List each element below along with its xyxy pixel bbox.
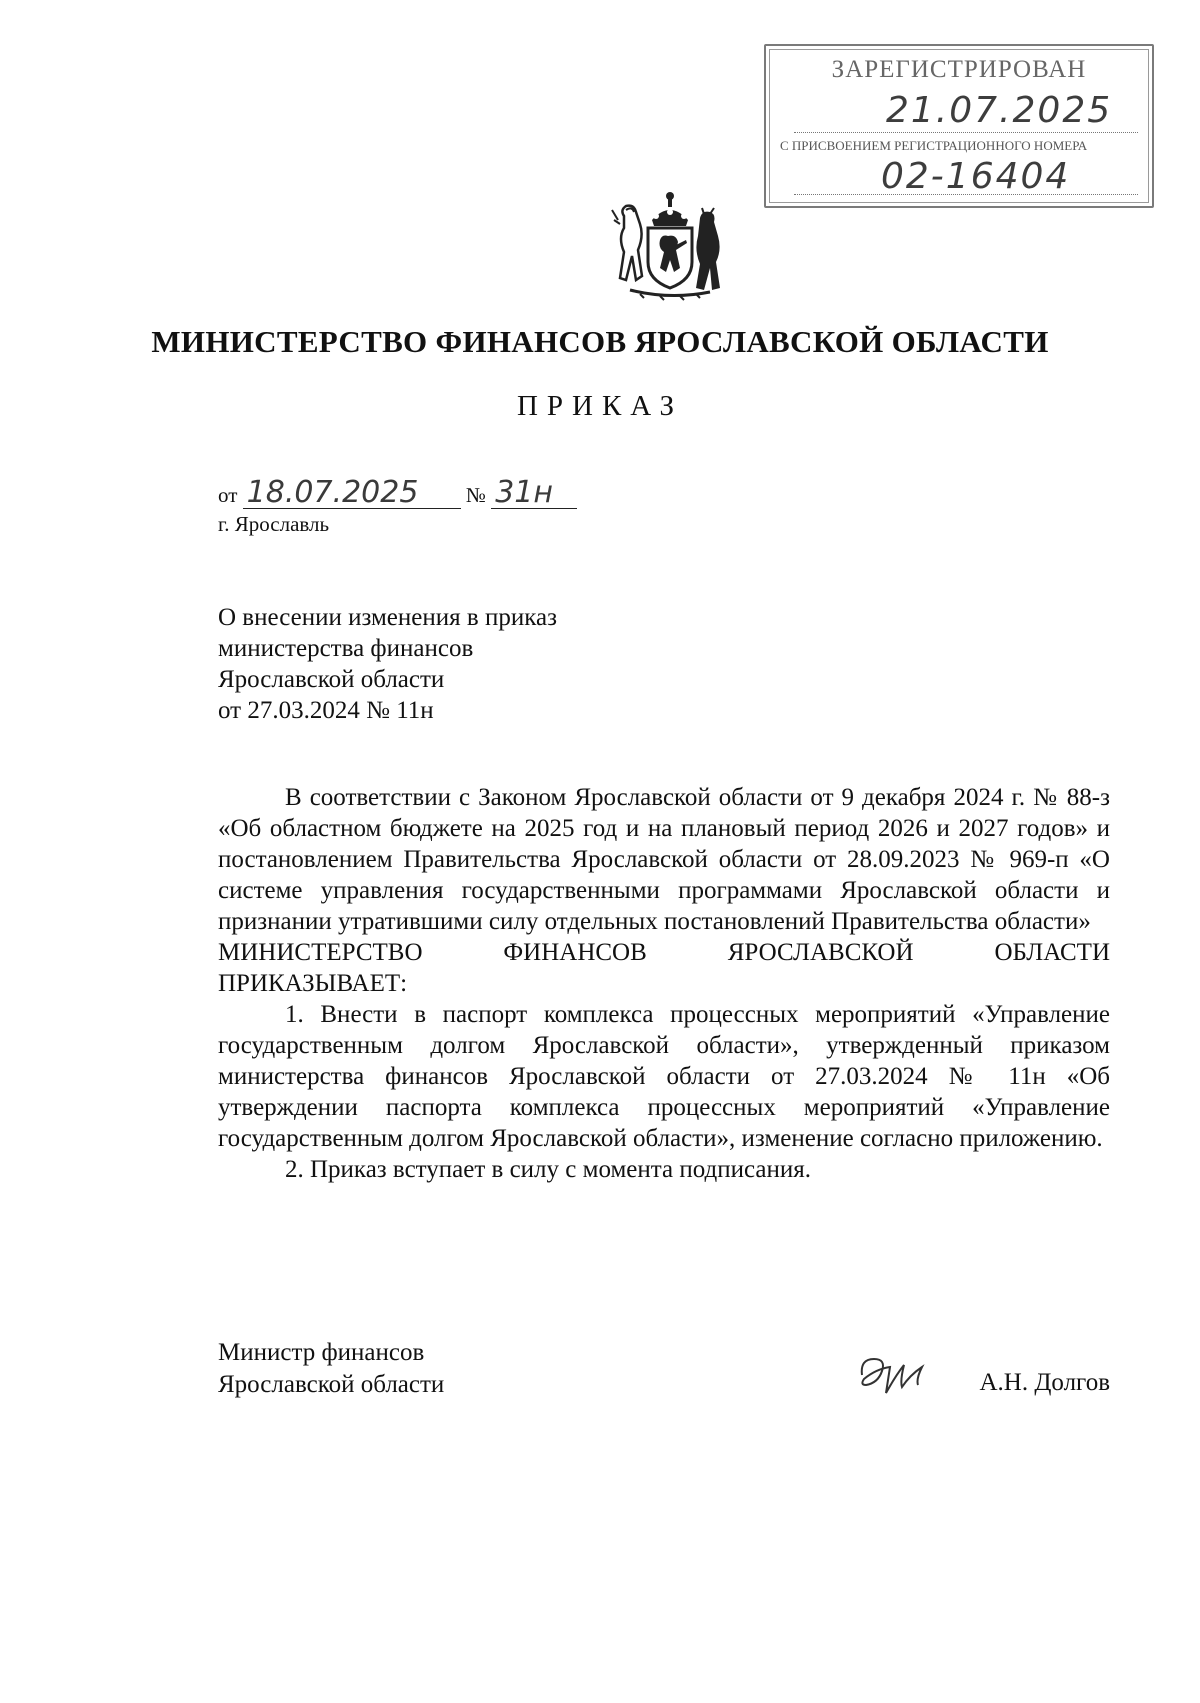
order-date-number-row [218,475,577,510]
ministry-name: МИНИСТЕРСТВО ФИНАНСОВ ЯРОСЛАВСКОЙ ОБЛАСТИ [151,324,1049,359]
stamp-date: 21.07.2025 [886,90,1113,131]
subject-line: от 27.03.2024 № 11н [218,697,434,724]
subject-line: О внесении изменения в приказ [218,604,557,631]
subject-line: министерства финансов [218,635,474,662]
order-body [218,782,1110,1185]
signatory-position [218,1337,444,1401]
signatory-name: А.Н. Долгов [979,1369,1110,1396]
coat-of-arms-icon [610,180,730,302]
document-type: ПРИКАЗ [516,390,684,422]
order-heading-line-2: ПРИКАЗЫВАЕТ: [218,970,408,997]
order-item-1: 1. Внести в паспорт комплекса процессных мероприятий «Управление государственным долгом Ярославской области», утвержденный приказом министерства финансов Ярославской области от 27.03.2024 № 11н «Об утверждении паспорта комплекса процессных мероприятий «Управление государственным долгом Ярославской области», изменение согласно приложению. [218,1001,1110,1152]
order-number: 31н [491,478,577,509]
order-item-2: 2. Приказ вступает в силу с момента подписания. [285,1156,811,1183]
date-prefix: от [218,483,238,507]
number-prefix: № [465,483,486,507]
order-subject [218,602,738,726]
registration-stamp [764,44,1154,208]
city: г. Ярославль [218,512,330,536]
position-line: Министр финансов [218,1339,425,1366]
handwritten-signature [856,1345,930,1405]
subject-line: Ярославской области [218,666,445,693]
stamp-registration-number: 02-16404 [881,156,1071,197]
preamble-paragraph: В соответствии с Законом Ярославской области от 9 декабря 2024 г. № 88-з «Об областном бюджете на 2025 год и на плановый период 2026 и 2027 годов» и постановлением Правительства Ярославской области от 28.09.2023 № 969-п «О системе управления государственными программами Ярославской области и признании утратившими силу отдельных постановлений Правительства области» [218,784,1110,935]
order-date: 18.07.2025 [243,478,461,509]
stamp-subtitle: С ПРИСВОЕНИЕМ РЕГИСТРАЦИОННОГО НОМЕРА [780,138,1088,153]
stamp-title: ЗАРЕГИСТРИРОВАН [831,56,1087,83]
order-heading-line-1: МИНИСТЕРСТВО ФИНАНСОВ ЯРОСЛАВСКОЙ ОБЛАСТИ [218,939,1110,966]
position-line: Ярославской области [218,1371,445,1398]
